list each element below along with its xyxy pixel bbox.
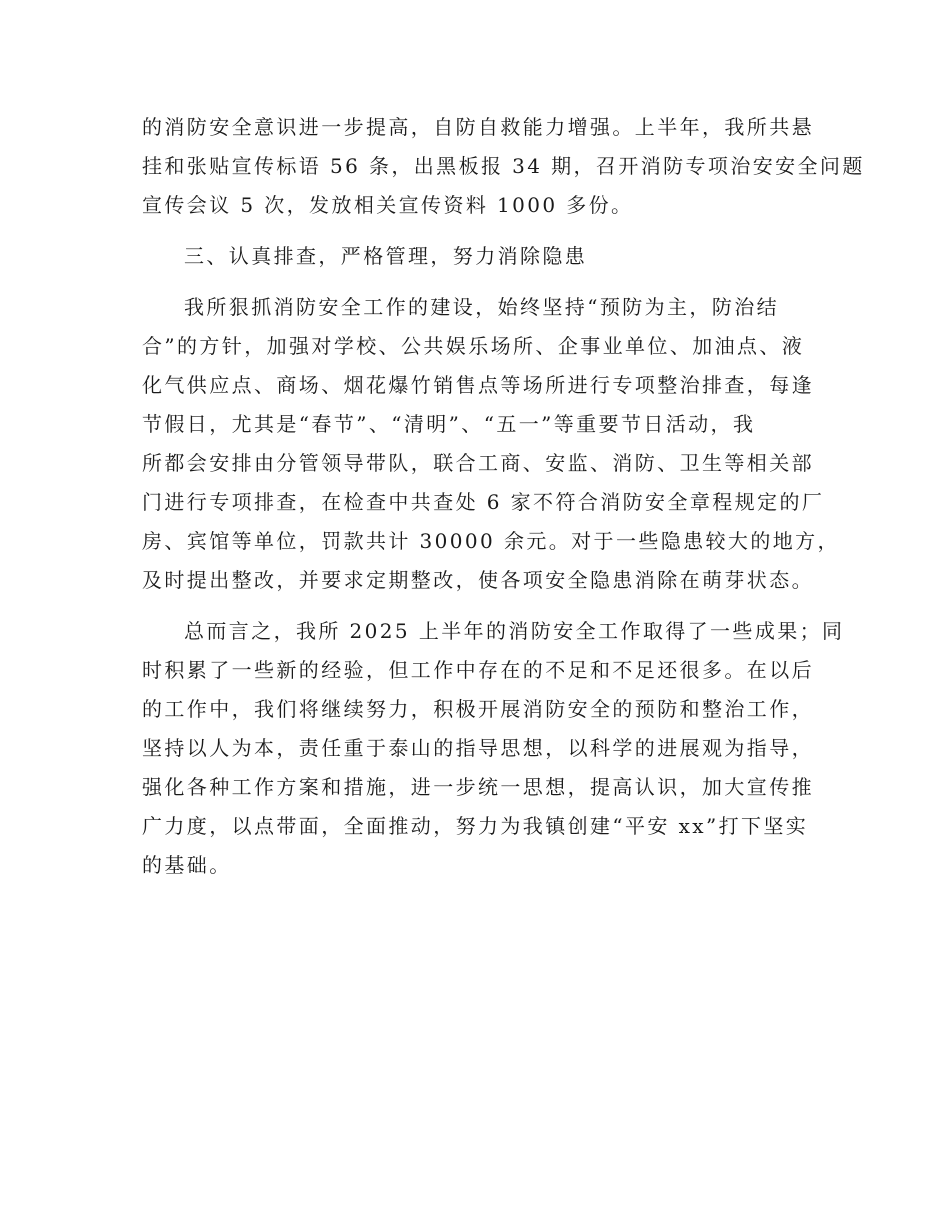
text-line: 总而言之，我所 2025 上半年的消防安全工作取得了一些成果；同 [184,619,845,643]
text-line: 我所狠抓消防安全工作的建设，始终坚持“预防为主，防治结 [184,295,780,319]
paragraph-summary [142,612,845,885]
text-line: 的消防安全意识进一步提高，自防自救能力增强。上半年，我所共悬 [142,115,814,139]
text-line: 合”的方针，加强对学校、公共娱乐场所、企事业单位、加油点、液 [142,334,805,358]
text-line: 时积累了一些新的经验，但工作中存在的不足和不足还很多。在以后 [142,658,814,682]
text-line: 坚持以人为本，责任重于泰山的指导思想，以科学的进展观为指导， [142,736,814,760]
text-line: 的基础。 [142,853,232,877]
text-line: 广力度，以点带面，全面推动，努力为我镇创建“平安 xx”打下坚实 [142,814,809,838]
paragraph-spacer [142,276,814,288]
text-line: 强化各种工作方案和措施，进一步统一思想，提高认识，加大宣传推 [142,775,814,799]
paragraph-awareness [142,108,865,225]
section-heading [142,237,814,276]
text-line: 的工作中，我们将继续努力，积极开展消防安全的预防和整治工作， [142,697,814,721]
text-line: 门进行专项排查，在检查中共查处 6 家不符合消防安全章程规定的厂 [142,490,825,514]
paragraph-spacer [142,600,814,612]
text-line: 房、宾馆等单位，罚款共计 30000 余元。对于一些隐患较大的地方， [142,529,840,553]
text-line: 宣传会议 5 次，发放相关宣传资料 1000 多份。 [142,193,634,217]
text-line: 所都会安排由分管领导带队，联合工商、安监、消防、卫生等相关部 [142,451,814,475]
paragraph-inspection [142,288,840,600]
heading-line: 三、认真排查，严格管理，努力消除隐患 [184,244,588,268]
text-line: 化气供应点、商场、烟花爆竹销售点等场所进行专项整治排查，每逢 [142,373,814,397]
text-line: 挂和张贴宣传标语 56 条，出黑板报 34 期，召开消防专项治安安全问题 [142,154,865,178]
text-line: 及时提出整改，并要求定期整改，使各项安全隐患消除在萌芽状态。 [142,568,814,592]
text-line: 节假日，尤其是“春节”、“清明”、“五一”等重要节日活动，我 [142,412,756,436]
document-body [142,108,865,885]
paragraph-spacer [142,225,814,237]
